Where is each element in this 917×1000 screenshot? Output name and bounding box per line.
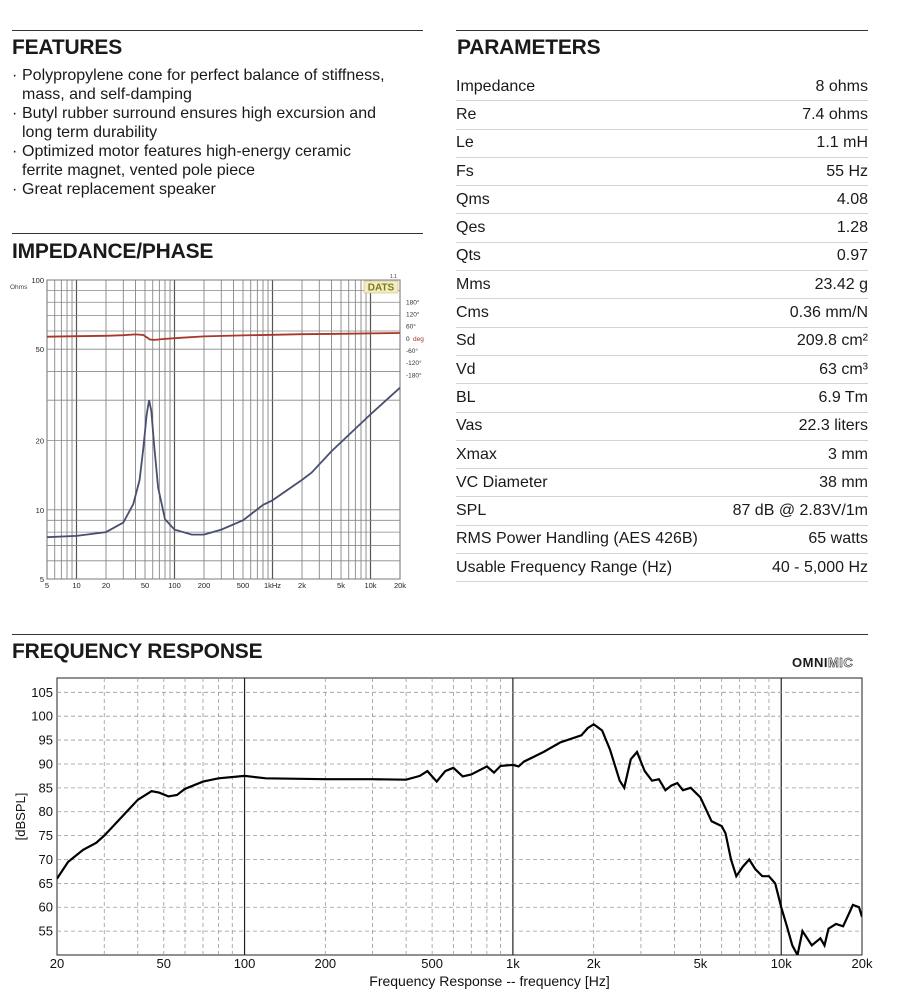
parameter-name: Le xyxy=(456,129,720,157)
parameter-row xyxy=(456,101,868,129)
x-tick-label: 10k xyxy=(770,956,792,971)
x-tick-label: 20k xyxy=(393,581,407,590)
x-tick-label: 2k xyxy=(298,581,306,590)
feature-item xyxy=(12,180,422,199)
parameter-name: Sd xyxy=(456,327,720,355)
parameters-table xyxy=(456,73,868,582)
phase-unit-label: deg xyxy=(413,335,424,343)
y-tick-label: 75 xyxy=(38,828,53,844)
parameter-value: 40 - 5,000 Hz xyxy=(720,554,868,582)
parameter-row xyxy=(456,525,868,553)
feature-text: Butyl rubber surround ensures high excursion and xyxy=(22,105,376,122)
x-tick-label: 5 xyxy=(44,581,50,590)
y-tick-label: 70 xyxy=(38,851,53,867)
x-tick-label: 200 xyxy=(197,581,211,590)
feature-bullet: · xyxy=(12,181,18,198)
y-tick-label: 85 xyxy=(38,780,53,796)
y-tick-label: 90 xyxy=(38,756,53,772)
parameter-value: 65 watts xyxy=(720,525,868,553)
feature-text-continued: ferrite magnet, vented pole piece xyxy=(22,162,256,179)
feature-text-continued: long term durability xyxy=(22,124,158,141)
parameter-value: 6.9 Tm xyxy=(720,384,868,412)
parameter-name: Usable Frequency Range (Hz) xyxy=(456,554,720,582)
parameter-value: 1.1 mH xyxy=(720,129,868,157)
x-tick-label: 100 xyxy=(233,956,256,971)
x-tick-label: 50 xyxy=(140,581,150,590)
parameter-row xyxy=(456,469,868,497)
frequency-response-chart xyxy=(0,672,917,1000)
x-tick-label: 5k xyxy=(693,956,708,971)
impedance-phase-chart xyxy=(8,270,428,595)
plot-area xyxy=(57,678,862,955)
parameter-value: 22.3 liters xyxy=(720,412,868,440)
y-tick-label: 80 xyxy=(38,804,53,820)
y-axis-title: [dBSPL] xyxy=(13,792,28,841)
x-tick-label: 500 xyxy=(236,581,250,590)
feature-bullet: · xyxy=(12,67,18,84)
parameter-value: 23.42 g xyxy=(720,271,868,299)
y-tick-label: 65 xyxy=(38,875,53,891)
parameter-name: Qes xyxy=(456,214,720,242)
omnimic-logo xyxy=(792,655,853,670)
phase-tick-label: -120° xyxy=(406,360,422,368)
phase-tick-label: 0 xyxy=(406,335,410,343)
parameter-row xyxy=(456,157,868,185)
x-tick-label: 20 xyxy=(101,581,111,590)
parameter-row xyxy=(456,242,868,270)
x-tick-label: 1k xyxy=(506,956,520,971)
parameter-row xyxy=(456,186,868,214)
x-tick-label: 500 xyxy=(421,956,443,971)
x-tick-label: 200 xyxy=(314,956,337,971)
feature-item xyxy=(12,66,422,104)
x-tick-label: 2k xyxy=(586,956,601,971)
parameter-name: Xmax xyxy=(456,440,720,468)
parameter-name: SPL xyxy=(456,497,720,525)
parameter-row xyxy=(456,299,868,327)
parameter-value: 55 Hz xyxy=(720,157,868,185)
top-right-label: 1.1 xyxy=(390,274,397,280)
parameter-value: 8 ohms xyxy=(720,73,868,101)
omnimic-logo-part1: OMNI xyxy=(792,655,828,670)
feature-text: Polypropylene cone for perfect balance of stiffness, xyxy=(22,67,385,84)
feature-item xyxy=(12,142,422,180)
impedance-title: IMPEDANCE/PHASE xyxy=(12,240,214,263)
parameter-name: RMS Power Handling (AES 426B) xyxy=(456,525,720,553)
parameter-row xyxy=(456,327,868,355)
parameters-title: PARAMETERS xyxy=(457,36,601,59)
y-tick-label: 5 xyxy=(39,575,44,584)
y-unit-label: Ohms xyxy=(10,284,28,291)
parameter-name: Re xyxy=(456,101,720,129)
frequency-top-rule xyxy=(12,634,868,635)
parameter-row xyxy=(456,554,868,582)
parameter-row xyxy=(456,440,868,468)
y-tick-label: 95 xyxy=(38,732,53,748)
parameter-row xyxy=(456,412,868,440)
parameter-name: Qms xyxy=(456,186,720,214)
y-tick-label: 50 xyxy=(35,345,44,355)
feature-bullet: · xyxy=(12,105,18,122)
x-tick-label: 20 xyxy=(49,956,65,971)
x-tick-label: 100 xyxy=(168,581,181,590)
features-list xyxy=(12,66,422,199)
phase-tick-label: -180° xyxy=(406,372,422,380)
omnimic-logo-part2: MIC xyxy=(827,655,854,670)
parameter-name: VC Diameter xyxy=(456,469,720,497)
feature-bullet: · xyxy=(12,143,18,160)
feature-text-continued: mass, and self-damping xyxy=(22,86,192,103)
parameter-value: 0.97 xyxy=(720,242,868,270)
phase-tick-label: 120° xyxy=(406,311,420,319)
y-tick-label: 20 xyxy=(35,436,44,446)
x-axis-title: Frequency Response -- frequency [Hz] xyxy=(369,973,610,989)
y-tick-label: 100 xyxy=(31,708,53,724)
parameter-row xyxy=(456,497,868,525)
parameter-value: 1.28 xyxy=(720,214,868,242)
parameter-row xyxy=(456,355,868,383)
parameters-top-rule xyxy=(456,30,868,31)
features-title: FEATURES xyxy=(12,36,123,59)
feature-item xyxy=(12,104,422,142)
parameter-name: Qts xyxy=(456,242,720,270)
x-tick-label: 10k xyxy=(364,581,377,590)
parameter-name: BL xyxy=(456,384,720,412)
y-tick-label: 60 xyxy=(38,899,53,915)
parameter-value: 87 dB @ 2.83V/1m xyxy=(720,497,868,525)
phase-tick-label: -60° xyxy=(406,348,418,356)
y-tick-label: 10 xyxy=(35,505,44,515)
plot-area xyxy=(47,280,400,579)
parameter-name: Mms xyxy=(456,271,720,299)
y-tick-label: 100 xyxy=(31,276,44,285)
parameter-value: 0.36 mm/N xyxy=(720,299,868,327)
parameter-value: 7.4 ohms xyxy=(720,101,868,129)
x-tick-label: 1kHz xyxy=(263,581,282,590)
x-tick-label: 50 xyxy=(156,956,172,971)
parameter-row xyxy=(456,214,868,242)
parameter-value: 38 mm xyxy=(720,469,868,497)
feature-text: Great replacement speaker xyxy=(22,181,216,198)
parameter-name: Impedance xyxy=(456,73,720,101)
dats-logo: DATS xyxy=(367,282,395,294)
y-tick-label: 105 xyxy=(31,684,53,700)
feature-text: Optimized motor features high-energy ceramic xyxy=(22,143,352,160)
parameter-row xyxy=(456,129,868,157)
phase-tick-label: 60° xyxy=(406,323,416,331)
x-tick-label: 10 xyxy=(72,581,81,590)
parameter-value: 209.8 cm² xyxy=(720,327,868,355)
x-tick-label: 20k xyxy=(851,956,873,971)
impedance-top-rule xyxy=(12,233,423,234)
x-tick-label: 5k xyxy=(337,581,345,590)
parameter-name: Vd xyxy=(456,355,720,383)
parameter-name: Vas xyxy=(456,412,720,440)
phase-tick-label: 180° xyxy=(406,299,420,307)
parameter-row xyxy=(456,73,868,101)
parameter-value: 4.08 xyxy=(720,186,868,214)
features-top-rule xyxy=(12,30,423,31)
parameter-value: 63 cm³ xyxy=(720,355,868,383)
parameter-name: Fs xyxy=(456,157,720,185)
frequency-title: FREQUENCY RESPONSE xyxy=(12,640,263,663)
parameter-row xyxy=(456,384,868,412)
y-tick-label: 55 xyxy=(38,923,53,939)
parameter-row xyxy=(456,271,868,299)
parameter-value: 3 mm xyxy=(720,440,868,468)
parameter-name: Cms xyxy=(456,299,720,327)
